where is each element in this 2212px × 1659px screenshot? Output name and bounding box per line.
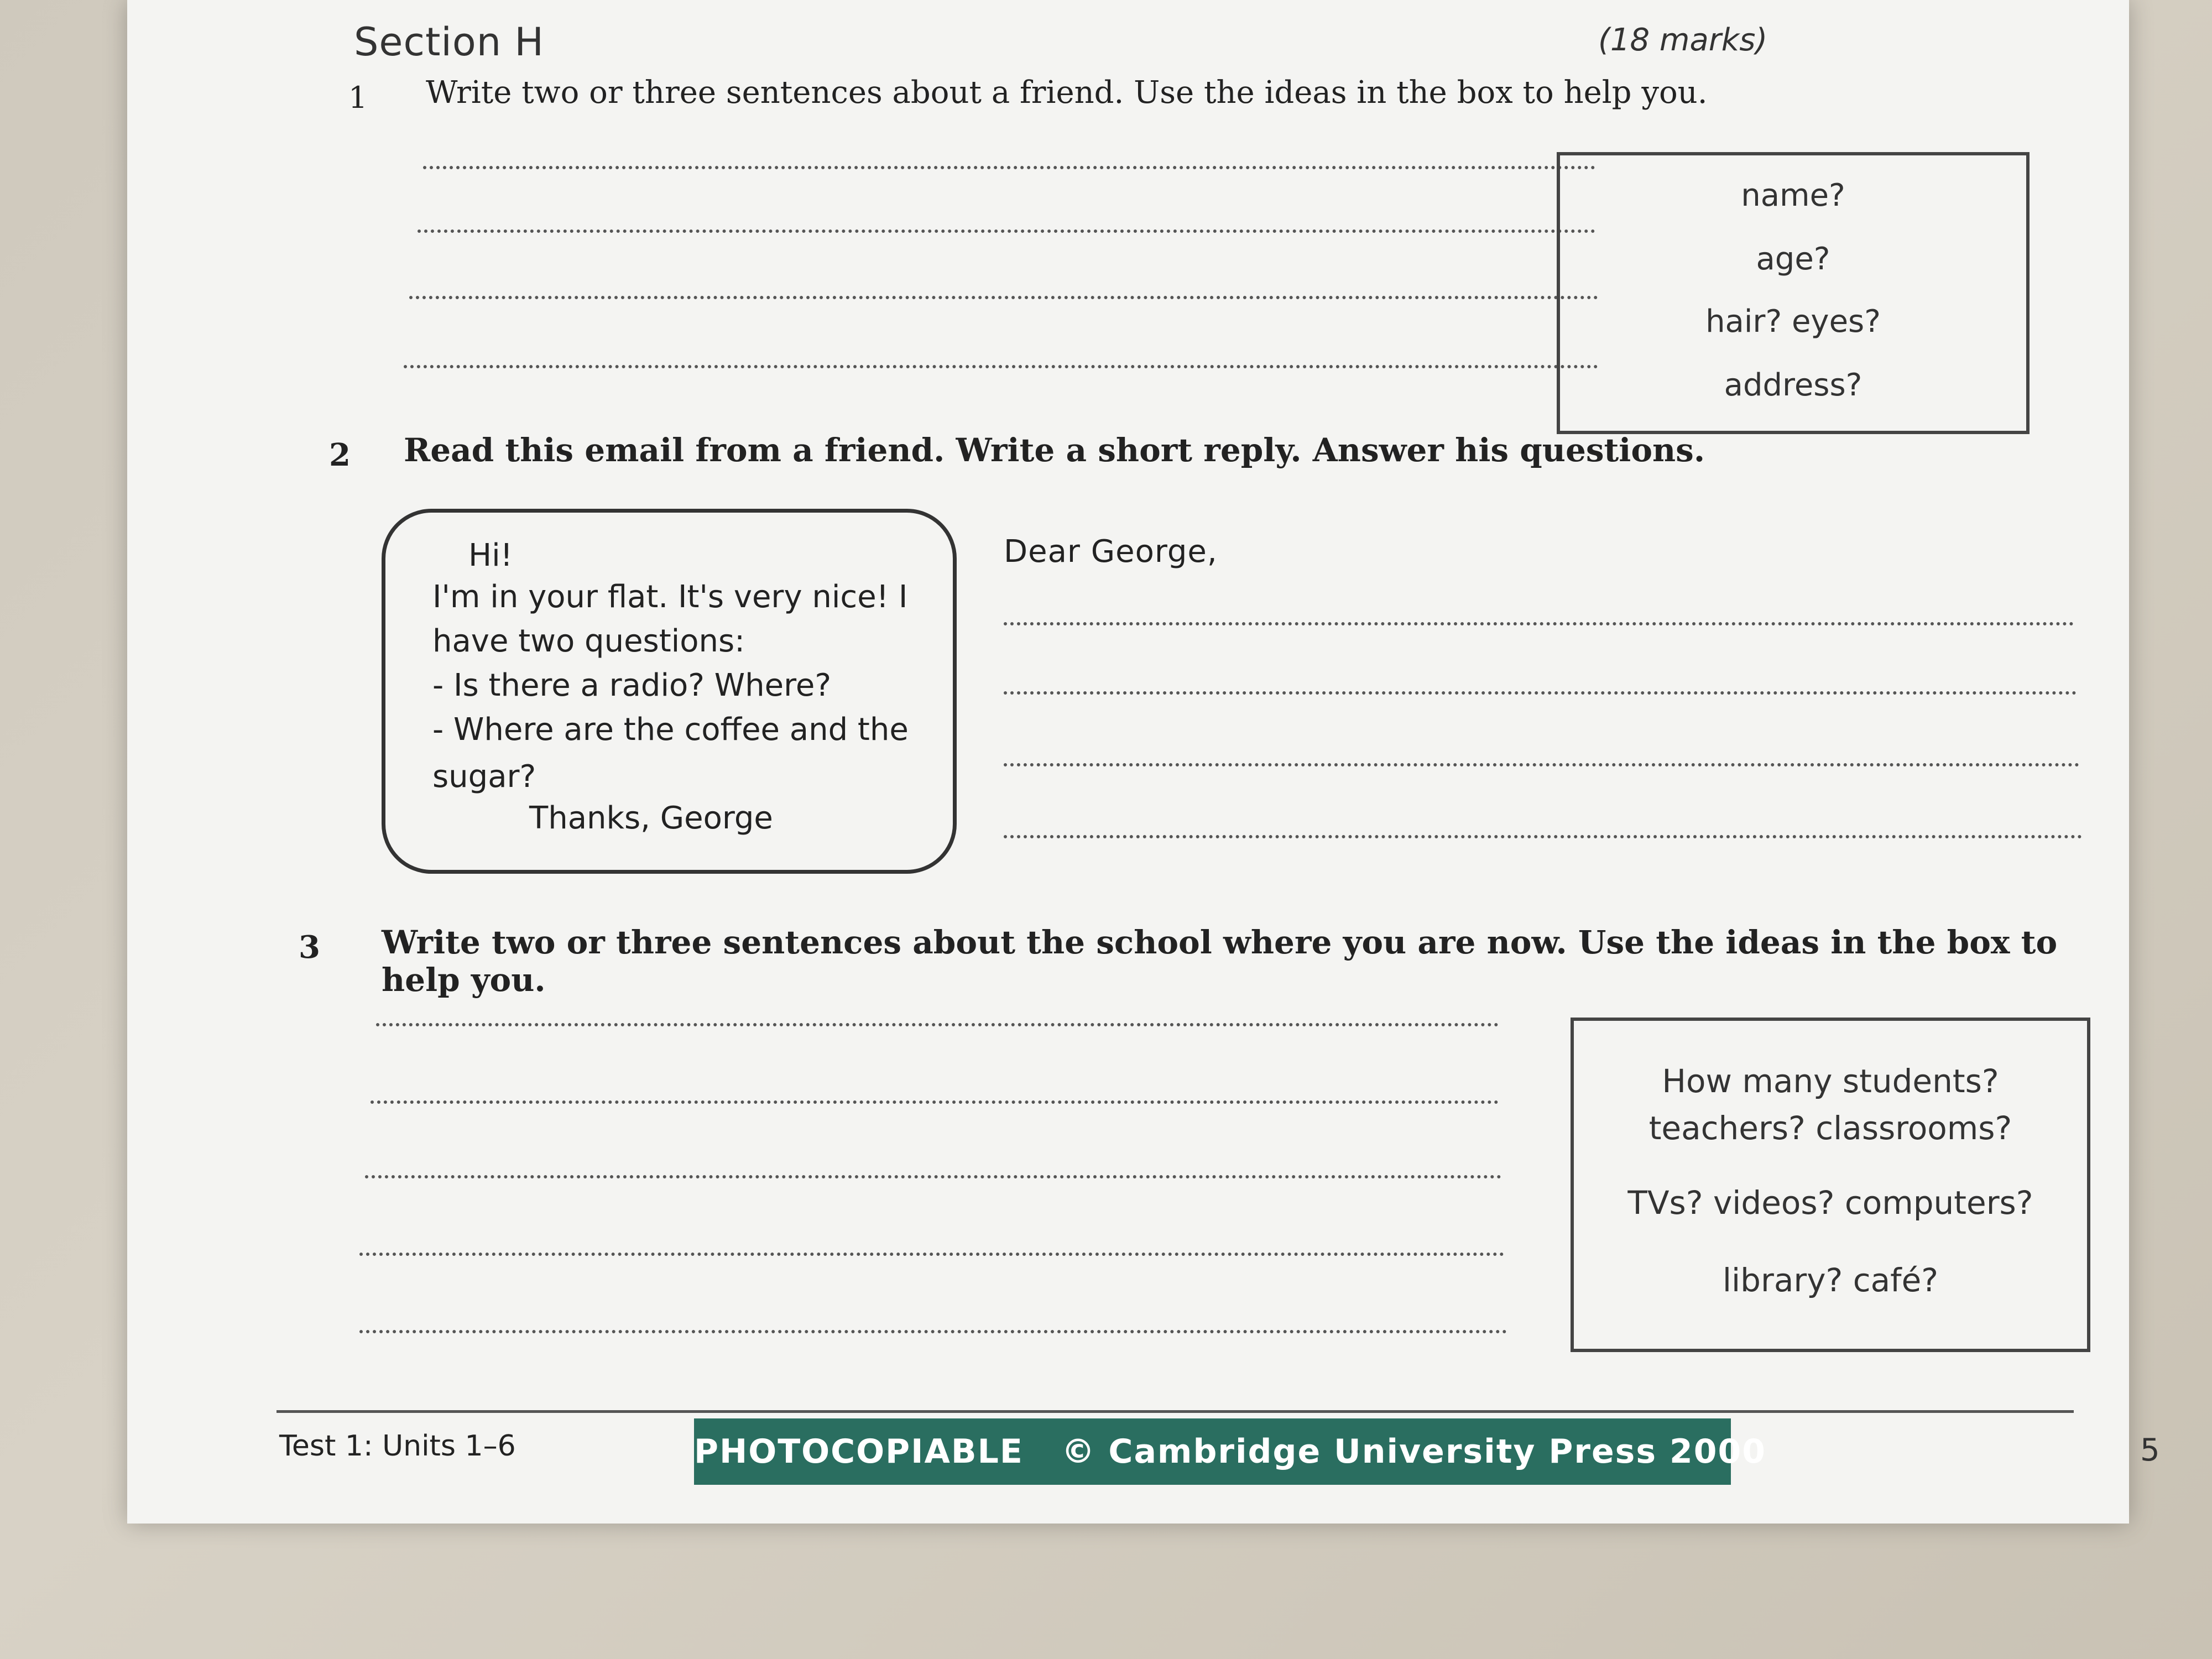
q1-ideas-box — [1557, 152, 2030, 434]
q3-number: 3 — [299, 929, 320, 966]
q3-answer-line[interactable] — [371, 1100, 1499, 1104]
email-line: - Where are the coffee and the — [432, 712, 909, 748]
q3-idea: TVs? videos? computers? — [1627, 1184, 2033, 1222]
q2-number: 2 — [329, 437, 351, 473]
q2-instruction: Read this email from a friend. Write a short reply. Answer his questions. — [404, 431, 1705, 469]
q3-answer-line[interactable] — [365, 1175, 1501, 1178]
q1-answer-line[interactable] — [418, 229, 1595, 233]
q1-idea: age? — [1756, 241, 1830, 277]
q3-instruction: Write two or three sentences about the school where you are now. Use the ideas in the box to help you. — [382, 924, 2058, 999]
q3-answer-line[interactable] — [359, 1253, 1504, 1256]
worksheet-page — [127, 0, 2160, 1524]
reply-line[interactable] — [1004, 691, 2077, 695]
test-label: Test 1: Units 1–6 — [279, 1430, 516, 1463]
q3-idea: How many students? — [1662, 1062, 1999, 1100]
photocopiable-banner: PHOTOCOPIABLE © Cambridge University Press 2000 — [694, 1418, 1731, 1485]
q3-idea: library? café? — [1722, 1261, 1939, 1299]
q1-answer-line[interactable] — [404, 365, 1598, 368]
q3-ideas-box — [1571, 1018, 2090, 1352]
email-line: have two questions: — [432, 623, 745, 659]
footer-rule — [276, 1410, 2074, 1413]
email-greeting: Hi! — [468, 538, 513, 573]
q1-answer-line[interactable] — [423, 166, 1595, 169]
q1-idea: address? — [1724, 367, 1863, 403]
reply-greeting: Dear George, — [1004, 534, 1218, 570]
email-line: sugar? — [432, 759, 536, 795]
section-title: Section H — [354, 19, 544, 65]
q1-answer-line[interactable] — [409, 296, 1598, 299]
marks-label: (18 marks) — [1598, 22, 1768, 58]
email-signoff: Thanks, George — [529, 800, 773, 836]
q1-instruction: Write two or three sentences about a friend. Use the ideas in the box to help you. — [426, 75, 1708, 111]
q1-idea: name? — [1741, 178, 1845, 213]
q1-idea: hair? eyes? — [1705, 304, 1881, 340]
q1-number: 1 — [348, 80, 368, 115]
email-box — [382, 509, 957, 874]
q3-answer-line[interactable] — [359, 1330, 1507, 1333]
reply-line[interactable] — [1004, 622, 2074, 625]
reply-line[interactable] — [1004, 763, 2079, 766]
page-number: 5 — [2140, 1432, 2160, 1468]
reply-line[interactable] — [1004, 835, 2082, 838]
email-line: I'm in your flat. It's very nice! I — [432, 579, 908, 615]
q3-idea: teachers? classrooms? — [1648, 1109, 2012, 1147]
email-line: - Is there a radio? Where? — [432, 667, 832, 703]
q3-answer-line[interactable] — [376, 1023, 1499, 1026]
